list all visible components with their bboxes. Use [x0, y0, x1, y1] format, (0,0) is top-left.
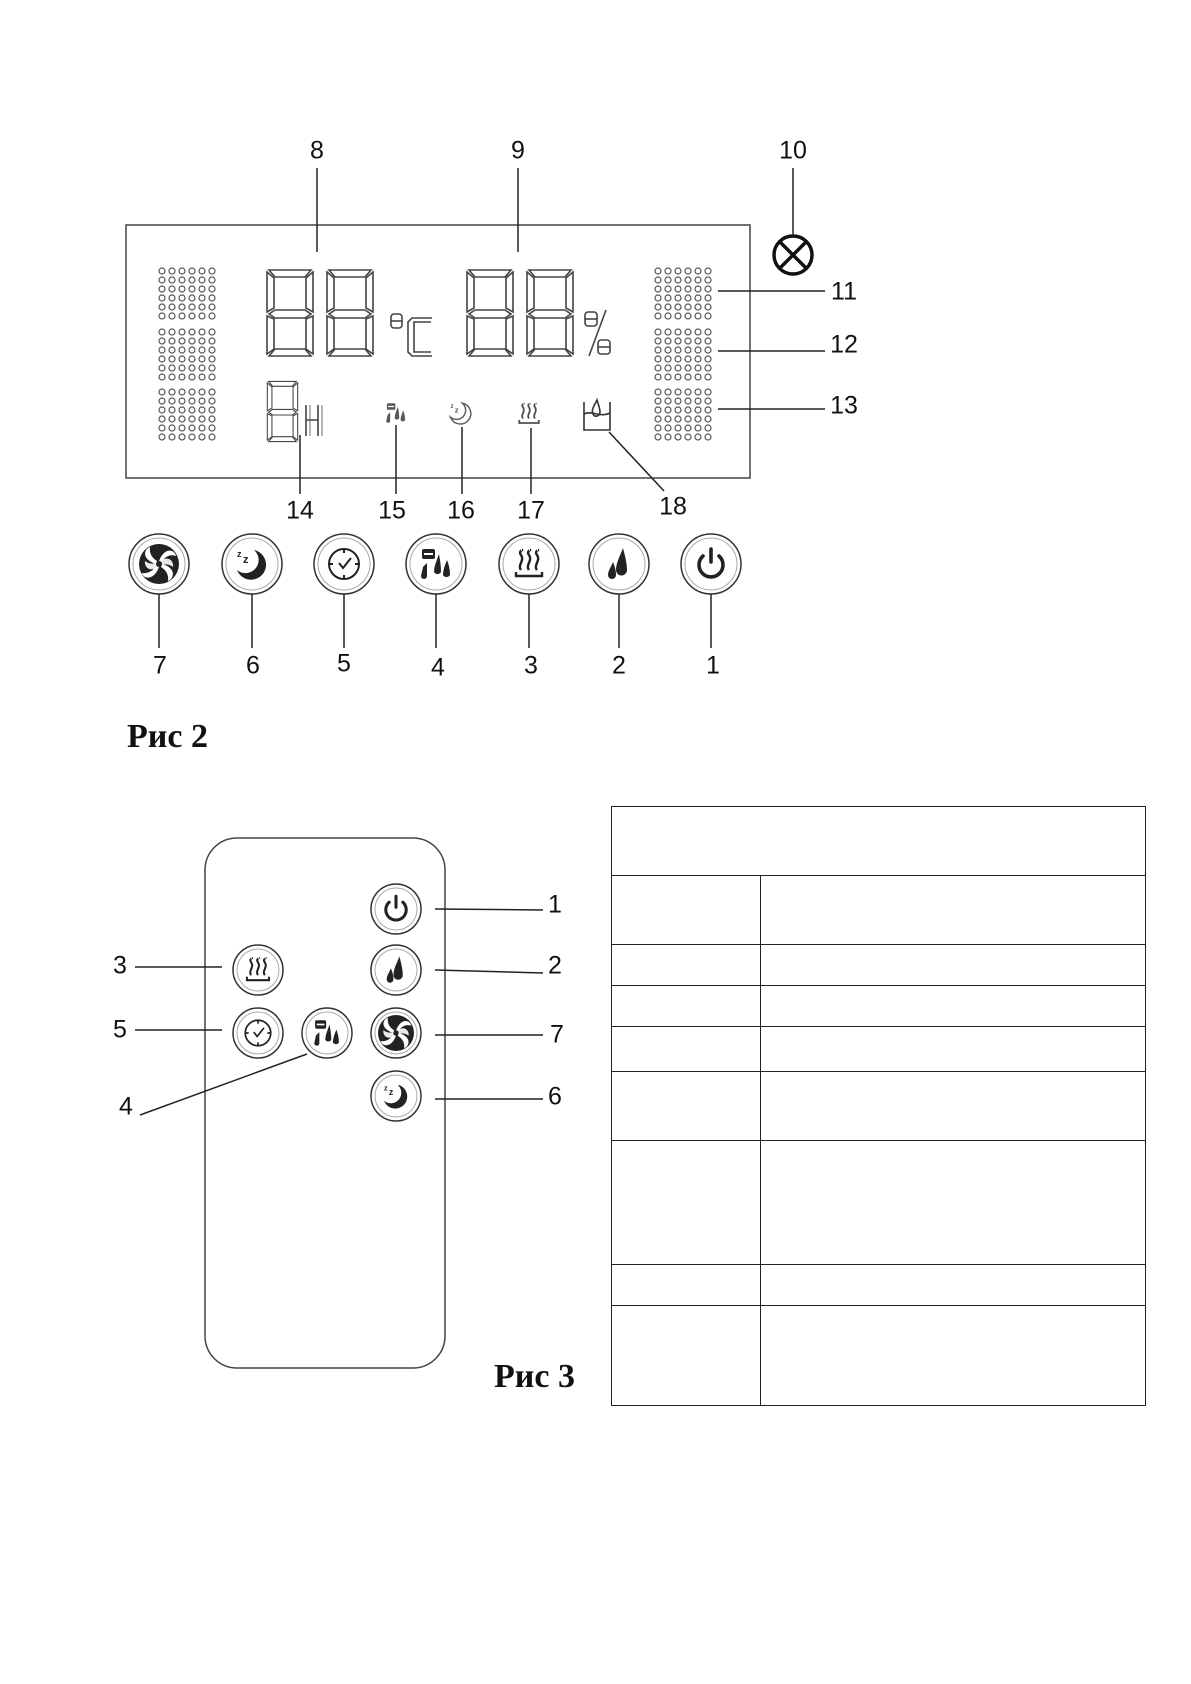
table-cell: [761, 1141, 1146, 1265]
table-row: [612, 986, 1146, 1027]
table-cell: [612, 1027, 761, 1072]
remote-callout-3: 3: [113, 951, 127, 980]
table-cell: [761, 986, 1146, 1027]
sleep-button[interactable]: [222, 534, 282, 594]
warm-mist-button[interactable]: [499, 534, 559, 594]
table-header-row: [612, 807, 1146, 876]
callout-button-6: 6: [246, 651, 260, 680]
table-row: [612, 1141, 1146, 1265]
table-cell: [612, 945, 761, 986]
table-row: [612, 1306, 1146, 1406]
table-row: [612, 1265, 1146, 1306]
table-cell: [761, 876, 1146, 945]
table-row: [612, 945, 1146, 986]
table-row: [612, 876, 1146, 945]
remote-callout-5: 5: [113, 1015, 127, 1044]
table-cell: [612, 986, 761, 1027]
fan-button[interactable]: [129, 534, 189, 594]
remote-ion-button[interactable]: [302, 1008, 352, 1058]
table-cell: [761, 1265, 1146, 1306]
callout-11: 11: [831, 277, 857, 306]
table-cell: [761, 945, 1146, 986]
table-header-cell: [612, 807, 1146, 876]
remote-callout-2: 2: [548, 951, 562, 980]
callout-button-3: 3: [524, 651, 538, 680]
table-cell: [761, 1306, 1146, 1406]
figure-3-caption: Рис 3: [494, 1358, 575, 1395]
remote-callout-7: 7: [550, 1020, 564, 1049]
callout-15: 15: [378, 496, 406, 525]
callout-17: 17: [517, 496, 545, 525]
power-button[interactable]: [681, 534, 741, 594]
table-cell: [612, 1265, 761, 1306]
table-cell: [761, 1072, 1146, 1141]
callout-button-2: 2: [612, 651, 626, 680]
table-cell: [612, 1072, 761, 1141]
remote-humidity-button[interactable]: [371, 945, 421, 995]
humidity-button[interactable]: [589, 534, 649, 594]
remote-warm-mist-button[interactable]: [233, 945, 283, 995]
remote-fan-button[interactable]: [371, 1008, 421, 1058]
callout-button-1: 1: [706, 651, 720, 680]
table-row: [612, 1027, 1146, 1072]
button-leader-lines: [159, 594, 711, 648]
callout-button-5: 5: [337, 649, 351, 678]
callout-12: 12: [830, 330, 858, 359]
table-cell: [761, 1027, 1146, 1072]
remote-power-button[interactable]: [371, 884, 421, 934]
control-panel-buttons: [129, 534, 741, 594]
figure-2-caption: Рис 2: [127, 718, 208, 755]
callout-8: 8: [310, 136, 324, 165]
table-cell: [612, 1306, 761, 1406]
remote-callout-6: 6: [548, 1082, 562, 1111]
remote-callout-1: 1: [548, 890, 562, 919]
ion-button[interactable]: [406, 534, 466, 594]
table-cell: [612, 876, 761, 945]
table-row: [612, 1072, 1146, 1141]
callout-button-7: 7: [153, 651, 167, 680]
remote-timer-button[interactable]: [233, 1008, 283, 1058]
callout-13: 13: [830, 391, 858, 420]
indicator-lamp-icon: [774, 236, 812, 274]
svg-text:z: z: [454, 405, 459, 415]
callout-button-4: 4: [431, 653, 445, 682]
table-cell: [612, 1141, 761, 1265]
specification-table: [611, 806, 1146, 1406]
callout-14: 14: [286, 496, 314, 525]
remote-sleep-button[interactable]: [371, 1071, 421, 1121]
callout-9: 9: [511, 136, 525, 165]
svg-text:z: z: [450, 403, 454, 411]
timer-button[interactable]: [314, 534, 374, 594]
callout-18: 18: [659, 492, 687, 521]
remote-callout-4: 4: [119, 1092, 133, 1121]
callout-10: 10: [779, 136, 807, 165]
callout-16: 16: [447, 496, 475, 525]
